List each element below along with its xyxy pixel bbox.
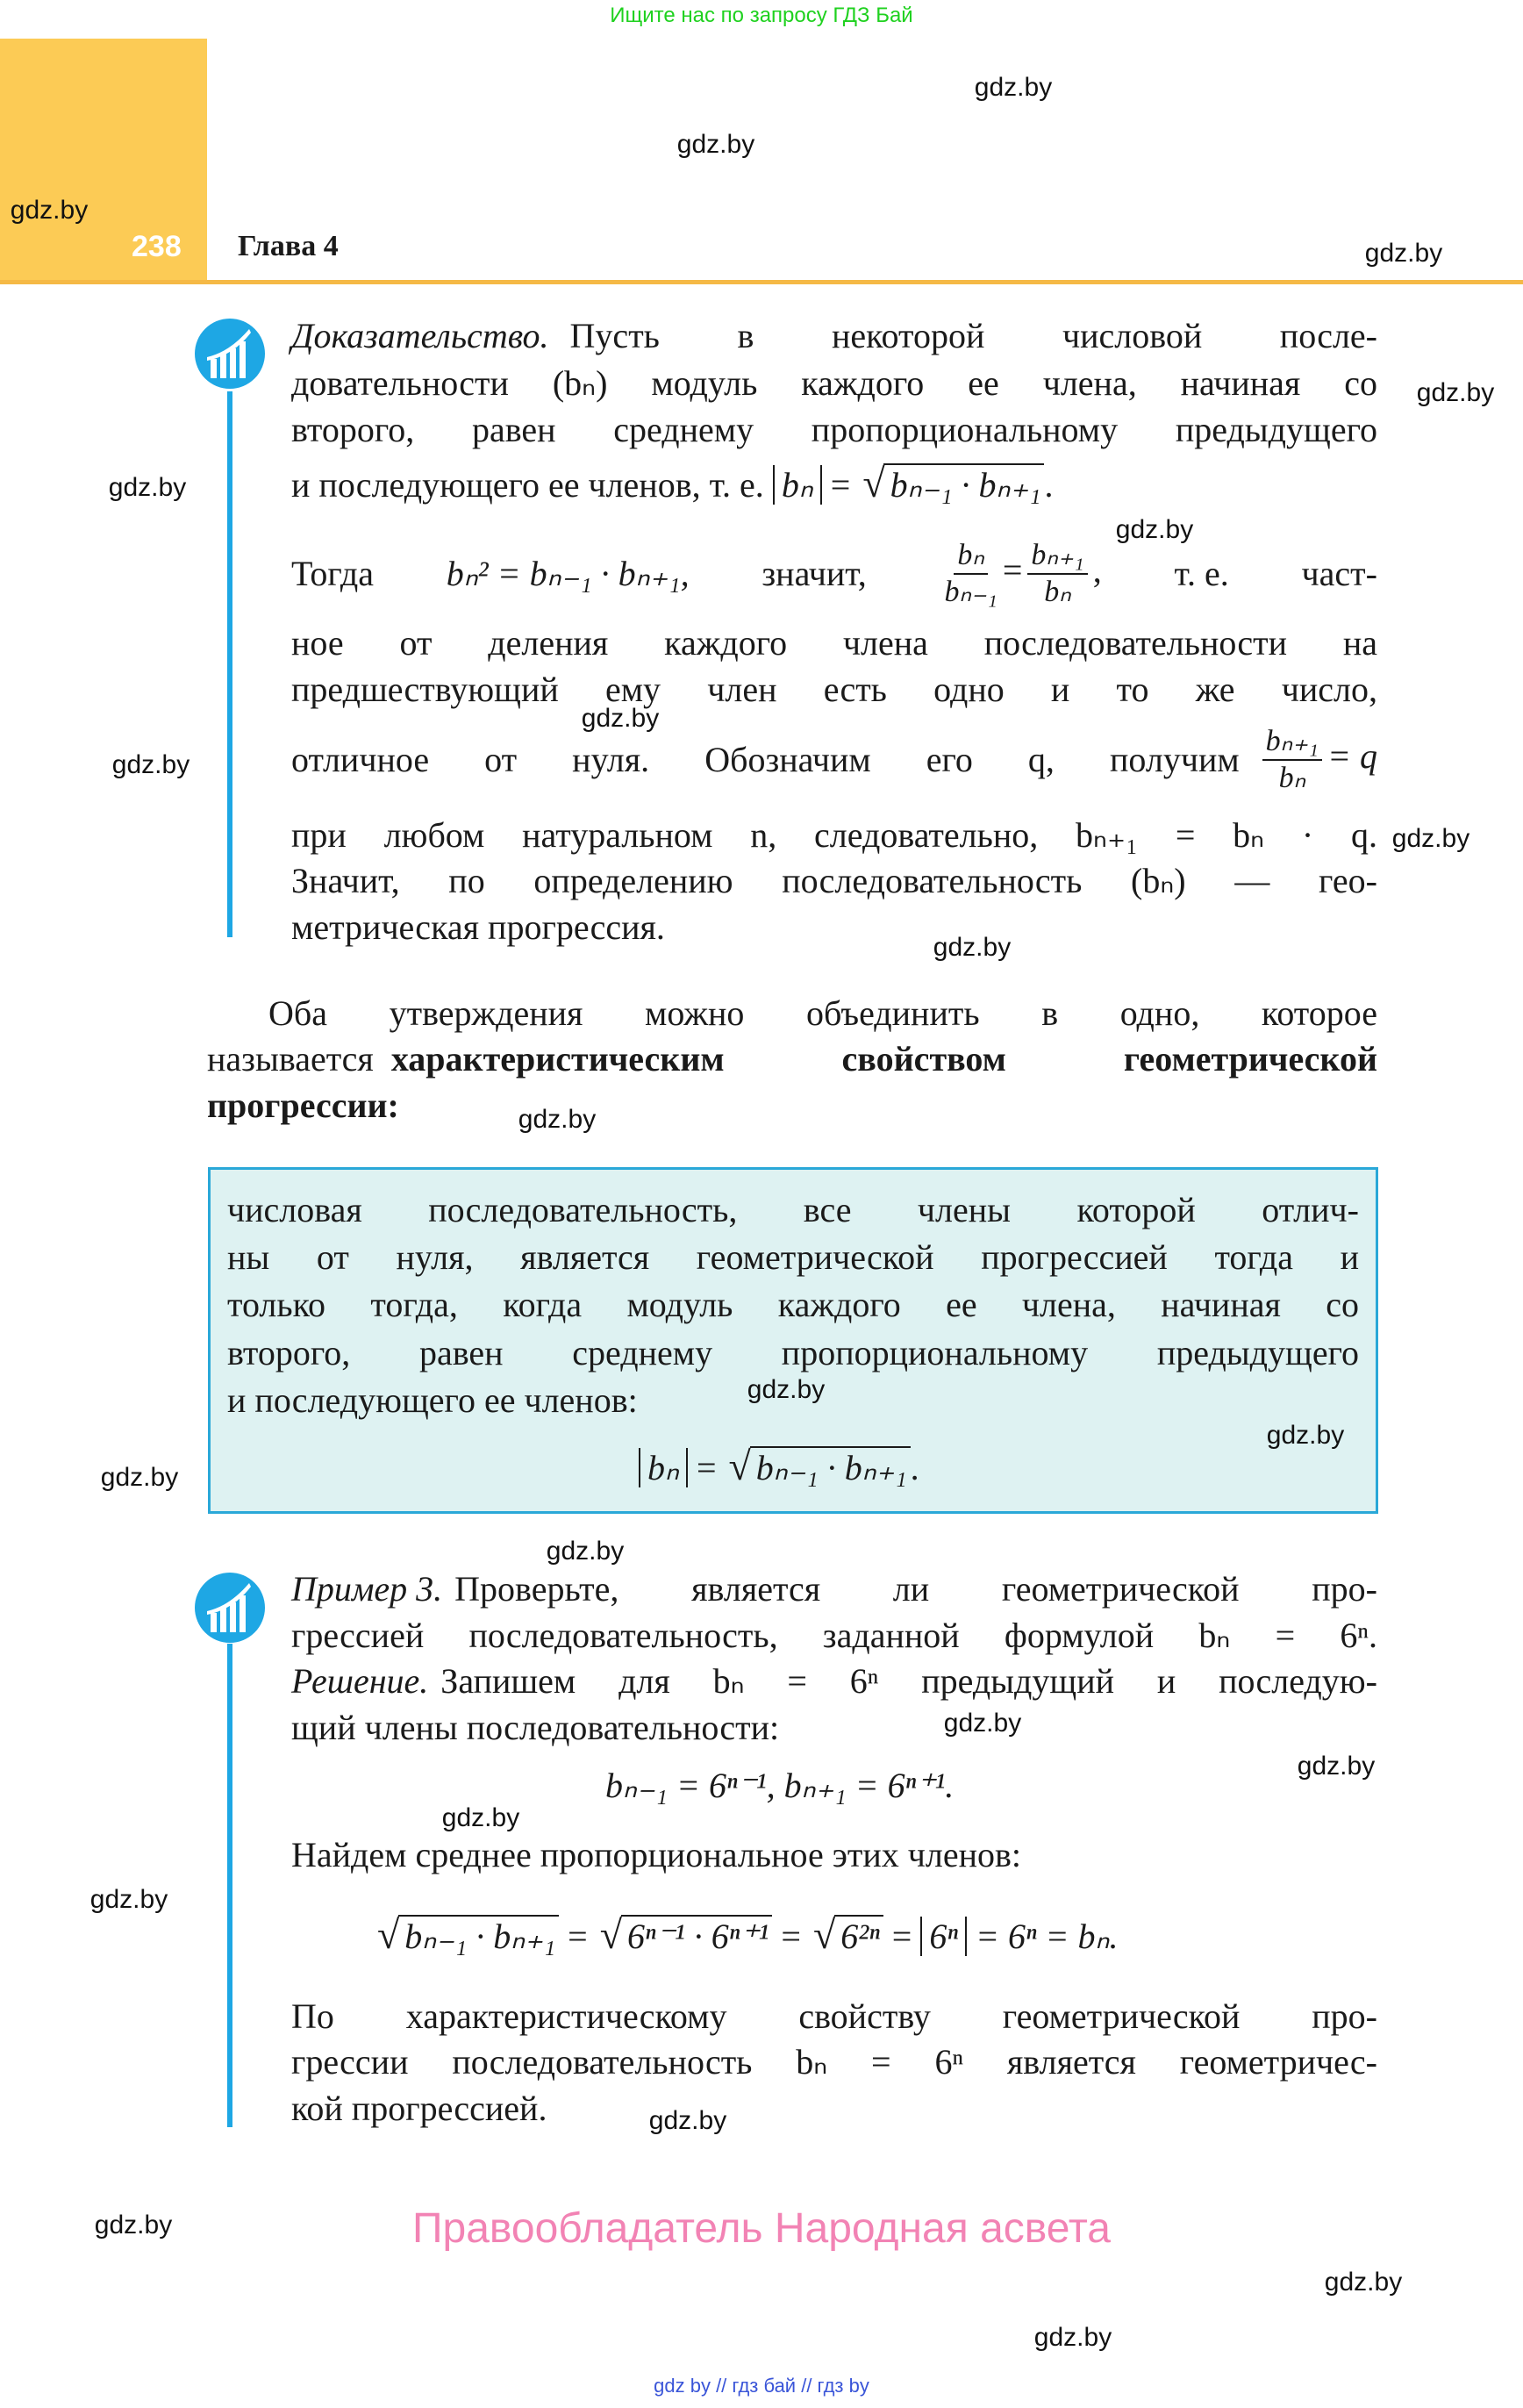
text-line: грессией последовательность, заданной формулой bₙ = 6ⁿ.	[291, 1616, 1377, 1655]
copyright-notice: Правообладатель Народная асвета	[412, 2205, 1111, 2252]
word: значит,	[762, 554, 867, 593]
text-line: кой прогрессией.	[291, 2089, 547, 2128]
fraction-equation: $\frac{\text{bₙ}}{\text{bₙ₋₁}}$ = $\frac{\text{bₙ₊₁}}{\text{bₙ}}$ ,	[944, 539, 1102, 608]
watermark-text: gdz.by	[89, 1885, 168, 1914]
watermark-text: gdz.by	[1416, 378, 1495, 407]
watermark-text: gdz.by	[111, 750, 190, 779]
watermark-text: gdz.by	[518, 1105, 597, 1134]
page-number: 238	[132, 230, 182, 263]
text-line-with-formula	[291, 461, 1377, 508]
watermark-text: gdz.by	[441, 1803, 520, 1832]
proof-margin-line	[227, 391, 232, 937]
bold-term: характеристическим свойством геометрической	[390, 1039, 1377, 1079]
text-line: предшествующий ему член есть одно и то же число,	[291, 670, 1377, 709]
text-line-with-fraction	[291, 725, 1377, 795]
example-margin-line	[227, 1644, 232, 2127]
word: част-	[1301, 554, 1377, 593]
box-formula: bₙ = √ bₙ₋₁ · bₙ₊₁ .	[639, 1444, 919, 1491]
dot: .	[1044, 465, 1054, 505]
watermark-text: gdz.by	[943, 1709, 1022, 1738]
formula: bₙ² = bₙ₋₁ · bₙ₊₁,	[446, 554, 690, 593]
box-line: числовая последовательность, все члены которой отлич-	[227, 1190, 1359, 1229]
formula-line: √ bₙ₋₁ · bₙ₊₁ = √ 6ⁿ⁻¹ · 6ⁿ⁺¹ = √ 6²ⁿ = 6ⁿ = 6ⁿ = bₙ.	[374, 1912, 1119, 1960]
word: Тогда	[291, 554, 374, 593]
box-line: ны от нуля, является геометрической прогрессией тогда и	[227, 1237, 1359, 1277]
text-line: Проверьте, является ли геометрической про-	[454, 1569, 1377, 1609]
word: т. е.	[1174, 554, 1229, 593]
footer-links[interactable]: gdz by // гдз бай // гдз by	[654, 2375, 869, 2397]
abs-formula: bₙ	[773, 465, 822, 505]
text-line: Пусть в некоторой числовой после-	[569, 316, 1377, 355]
sqrt-formula: √ bₙ₋₁ · bₙ₊₁	[750, 1446, 911, 1487]
watermark-text: gdz.by	[974, 73, 1053, 102]
chapter-title: Глава 4	[238, 230, 339, 262]
watermark-text: gdz.by	[94, 2211, 173, 2240]
sqrt-formula: √ 6ⁿ⁻¹ · 6ⁿ⁺¹	[621, 1915, 773, 1956]
text-line: грессии последовательность bₙ = 6ⁿ является геометричес-	[291, 2042, 1377, 2082]
text-line: довательности (bₙ) модуль каждого ее члена, начиная со	[291, 363, 1377, 403]
watermark-text: gdz.by	[1324, 2268, 1403, 2297]
text-line: Запишем для bₙ = 6ⁿ предыдущий и последую-	[440, 1661, 1377, 1701]
text-line: По характеристическому свойству геометрической про-	[291, 1996, 1377, 2036]
abs-formula: bₙ	[639, 1448, 688, 1487]
watermark-text: gdz.by	[676, 130, 755, 159]
box-line: только тогда, когда модуль каждого ее члена, начиная со	[227, 1285, 1359, 1324]
watermark-text: gdz.by	[1033, 2323, 1112, 2352]
watermark-text: gdz.by	[1266, 1421, 1345, 1450]
watermark-text: gdz.by	[1391, 824, 1470, 853]
watermark-text: gdz.by	[933, 933, 1012, 962]
fraction-equation: $\frac{\text{bₙ₊₁}}{\text{bₙ}}$ = q	[1257, 724, 1377, 796]
text: отличное от нуля. Обозначим его q, получим	[291, 740, 1240, 779]
watermark-text: gdz.by	[1364, 239, 1443, 268]
box-line: и последующего ее членов:	[227, 1380, 638, 1420]
formula-line: bₙ₋₁ = 6ⁿ⁻¹, bₙ₊₁ = 6ⁿ⁺¹.	[605, 1766, 955, 1805]
text-line: при любом натуральном n, следовательно, bₙ₊₁ = bₙ · q.	[291, 815, 1377, 855]
watermark-text: gdz.by	[581, 704, 660, 733]
solution-label: Решение.	[291, 1661, 429, 1701]
sqrt-formula: √ bₙ₋₁ · bₙ₊₁	[398, 1915, 559, 1956]
eq: =	[830, 465, 851, 505]
sqrt-formula: √ bₙ₋₁ · bₙ₊₁	[883, 463, 1044, 505]
watermark-text: gdz.by	[100, 1463, 179, 1492]
watermark-text: gdz.by	[747, 1375, 826, 1404]
watermark-text: gdz.by	[648, 2106, 727, 2135]
text: называется	[207, 1039, 374, 1079]
sqrt-formula: √ 6²ⁿ	[834, 1915, 883, 1956]
text-line: щий члены последовательности:	[291, 1708, 780, 1747]
abs-formula: 6ⁿ	[920, 1917, 967, 1956]
text-line: ное от деления каждого члена последовательности на	[291, 623, 1377, 663]
text-line-with-fractions	[291, 539, 1377, 608]
box-line: второго, равен среднему пропорциональному предыдущего	[227, 1333, 1359, 1372]
example-label: Пример 3.	[291, 1569, 443, 1609]
text-line: Найдем среднее пропорциональное этих членов:	[291, 1835, 1021, 1874]
proof-label: Доказательство.	[291, 316, 549, 355]
text-line: метрическая прогрессия.	[291, 907, 665, 947]
text: и последующего ее членов, т. е.	[291, 465, 764, 505]
watermark-text: gdz.by	[10, 196, 89, 225]
search-banner[interactable]: Ищите нас по запросу ГДЗ Бай	[610, 4, 913, 27]
text-line: второго, равен среднему пропорциональному предыдущего	[291, 410, 1377, 449]
header-rule	[0, 280, 1523, 284]
bold-term: прогрессии:	[207, 1086, 399, 1125]
watermark-text: gdz.by	[108, 473, 187, 502]
watermark-text: gdz.by	[1297, 1752, 1376, 1781]
chart-growth-icon	[195, 1573, 265, 1643]
text-line: Оба утверждения можно объединить в одно, которое	[268, 993, 1377, 1033]
watermark-text: gdz.by	[1115, 515, 1194, 544]
watermark-text: gdz.by	[546, 1537, 625, 1566]
text-line: Значит, по определению последовательность (bₙ) — гео-	[291, 861, 1377, 900]
chart-growth-icon	[195, 319, 265, 389]
